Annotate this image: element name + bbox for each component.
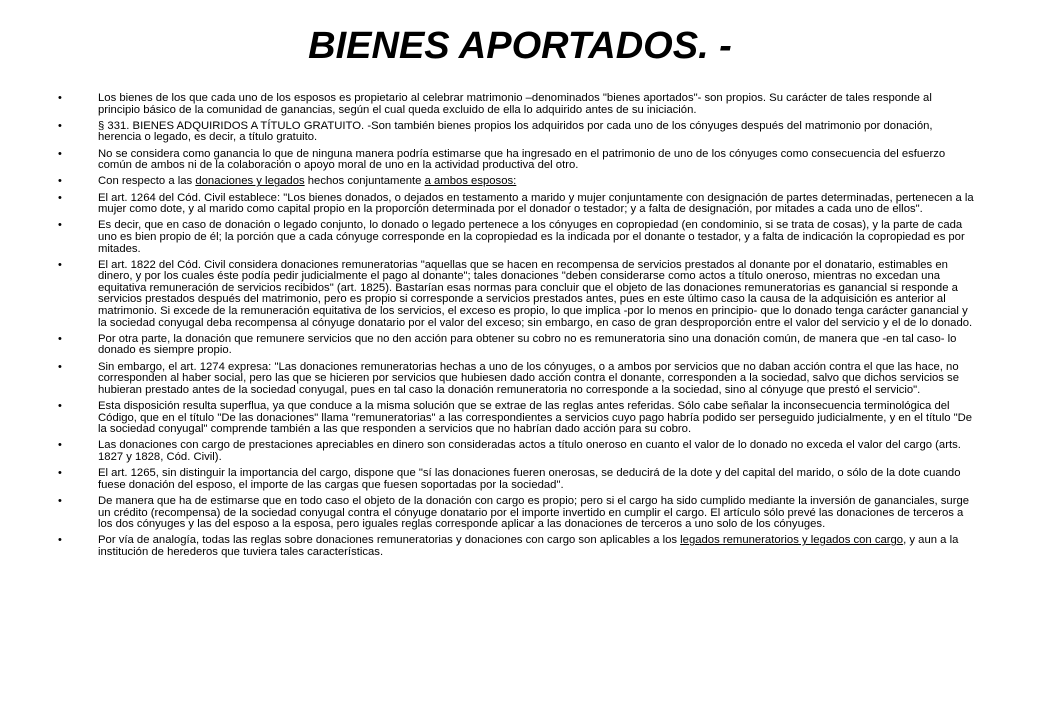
bullet-text: Las donaciones con cargo de prestaciones apreciables en dinero son consideradas actos a título oneroso en cuanto el valor de lo donado no exceda el valor del cargo (arts. 1827 y 1828, Cód. Civil).	[98, 439, 961, 463]
bullet-item	[58, 535, 976, 558]
bullet-dot-icon: •	[58, 219, 62, 232]
bullet-item	[58, 176, 976, 188]
bullet-item	[58, 440, 976, 463]
bullet-item	[58, 334, 976, 357]
bullet-item	[58, 468, 976, 491]
bullet-text: No se considera como ganancia lo que de ninguna manera podría estimarse que ha ingresado en el patrimonio de uno de los cónyuges como consecuencia del esfuerzo común de ambos ni de la colaboración o apoyo moral de uno en la actividad productiva del otro.	[98, 147, 946, 172]
bullet-item	[58, 220, 976, 255]
bullet-dot-icon: •	[58, 175, 62, 188]
slide-title: BIENES APORTADOS. -	[308, 25, 732, 67]
bullet-item	[58, 93, 976, 116]
bullet-text-part: Por vía de analogía, todas las reglas sobre donaciones remuneratorias y donaciones con cargo son aplicables a los	[98, 534, 681, 547]
bullet-item	[58, 496, 976, 531]
bullet-text: Los bienes de los que cada uno de los esposos es propietario al celebrar matrimonio –denominados "bienes aportados"- son propios. Su carácter de tales responde al principio básico de la comunidad de ganancias, según el cual queda excluido de ella lo adquirido antes de su iniciación.	[98, 92, 932, 116]
bullet-list	[58, 93, 976, 563]
bullet-item	[58, 362, 976, 397]
bullet-dot-icon: •	[58, 332, 62, 345]
bullet-dot-icon: •	[58, 92, 62, 104]
bullet-item	[58, 260, 976, 330]
bullet-dot-icon: •	[58, 119, 62, 132]
bullet-text: Esta disposición resulta superflua, ya que conduce a la misma solución que se extrae de las reglas antes referidas. Sólo cabe señalar la inconsecuencia terminológica del Código, que en el título "De las donaciones" llama "remuneratorias" a las correspondientes a servicios cuyo pago habría podido ser perseguido judicialmente, y en el título "De la sociedad conyugal" comprende también a las que responden a servicios que no habrían dado acción para su cobro.	[98, 400, 973, 436]
bullet-item	[58, 193, 976, 216]
bullet-text: El art. 1264 del Cód. Civil establece: "Los bienes donados, o dejados en testamento a marido y mujer conjuntamente con designación de partes determinadas, pertenecen a la mujer como dote, y al marido como capital propio en la proporción determinada por el donador o testador; y a falta de designación, por mitades a cada uno de ellos".	[98, 191, 974, 216]
bullet-text: De manera que ha de estimarse que en todo caso el objeto de la donación con cargo es propio; pero si el cargo ha sido cumplido mediante la inversión de gananciales, surge un crédito (recompensa) de la sociedad conyugal contra el cónyuge donatario por el importe invertido en cumplir el cargo. El artículo sólo prevé las donaciones de terceros a los dos cónyuges y las del esposo a la esposa, pero iguales reglas corresponde aplicar a las donaciones de terceros a uno solo de los cónyuges.	[98, 494, 970, 531]
bullet-dot-icon: •	[58, 467, 62, 480]
bullet-dot-icon: •	[58, 534, 62, 547]
underlined-term-a-ambos-esposos: a ambos esposos:	[424, 175, 517, 188]
bullet-dot-icon: •	[58, 258, 62, 271]
bullet-text: El art. 1822 del Cód. Civil considera donaciones remuneratorias "aquellas que se hacen en recompensa de servicios prestados al donante por el donatario, estimables en dinero, y por los cuales éste podía pedir judicialmente el pago al donante"; tales donaciones "deben considerarse como actos a título oneroso, mientras no excedan una equitativa remuneración de servicios recibidos" (art. 1825). Bastarían esas normas para concluir que el objeto de las donaciones remuneratorias es ganancial si responde a servicios prestados después del matrimonio, pero es propio si corresponde a servicios prestados antes, pues en este último caso la causa de la adquisición es anterior al matrimonio. Si excede de la remuneración equitativa de los servicios, el exceso es propio, lo que implica -por lo menos en principio- que lo donado tenga carácter ganancial y la sociedad conyugal deba recompensa al cónyuge donatario por el valor del exceso; sin embargo, en caso de gran desproporción entre el valor del servicio y el de lo donado.	[98, 258, 973, 329]
bullet-text-part: hechos conjuntamente	[304, 175, 425, 188]
bullet-dot-icon: •	[58, 494, 62, 507]
bullet-text: El art. 1265, sin distinguir la importancia del cargo, dispone que "sí las donaciones fueren onerosas, se deducirá de la dote y del capital del marido, o sólo de la dote cuando fuese donación del esposo, el importe de las cargas que fuesen soportadas por la sociedad".	[98, 467, 961, 491]
bullet-dot-icon: •	[58, 191, 62, 204]
bullet-dot-icon: •	[58, 439, 62, 452]
bullet-text-part: Con respecto a las	[98, 175, 196, 188]
bullet-dot-icon: •	[58, 400, 62, 412]
bullet-item	[58, 149, 976, 172]
bullet-text: Por otra parte, la donación que remunere servicios que no den acción para obtener su cobro no es remuneratoria sino una donación común, de manera que -en tal caso- lo donado es siempre propio.	[98, 332, 957, 357]
underlined-term-donaciones-y-legados: donaciones y legados	[195, 175, 305, 188]
bullet-text-part: , y aun a la institución de herederos que tuviera tales características.	[98, 534, 959, 558]
bullet-item	[58, 401, 976, 436]
bullet-text: § 331. BIENES ADQUIRIDOS A TÍTULO GRATUITO. -Son también bienes propios los adquiridos por cada uno de los cónyuges después del matrimonio por donación, herencia o legado, es decir, a título gratuito.	[98, 119, 933, 144]
bullet-dot-icon: •	[58, 360, 62, 373]
bullet-text: Sin embargo, el art. 1274 expresa: "Las donaciones remuneratorias hechas a uno de los cónyuges, o a ambos por servicios que no daban acción contra el que las hace, no corresponden al haber social, pero las que se hicieren por servicios que hubiesen dado acción contra el donante, corresponden a la sociedad, salvo que dichos servicios se hubieran prestado antes de la sociedad conyugal, pues en tal caso la donación remuneratoria no corresponde a la sociedad, sino al cónyuge que prestó el servicio".	[98, 360, 959, 396]
bullet-text: Es decir, que en caso de donación o legado conjunto, lo donado o legado pertenece a los cónyuges en copropiedad (en condominio, si se trata de cosas), y la parte de cada uno es bien propio de él; la porción que a cada cónyuge corresponde en la copropiedad es la indicada por el donante o testador, y a falta de indicación la copropiedad es por mitades.	[98, 219, 965, 255]
bullet-item	[58, 121, 976, 144]
bullet-dot-icon: •	[58, 147, 62, 160]
underlined-term-legados-remuneratorios: legados remuneratorios y legados con cargo	[680, 534, 904, 547]
